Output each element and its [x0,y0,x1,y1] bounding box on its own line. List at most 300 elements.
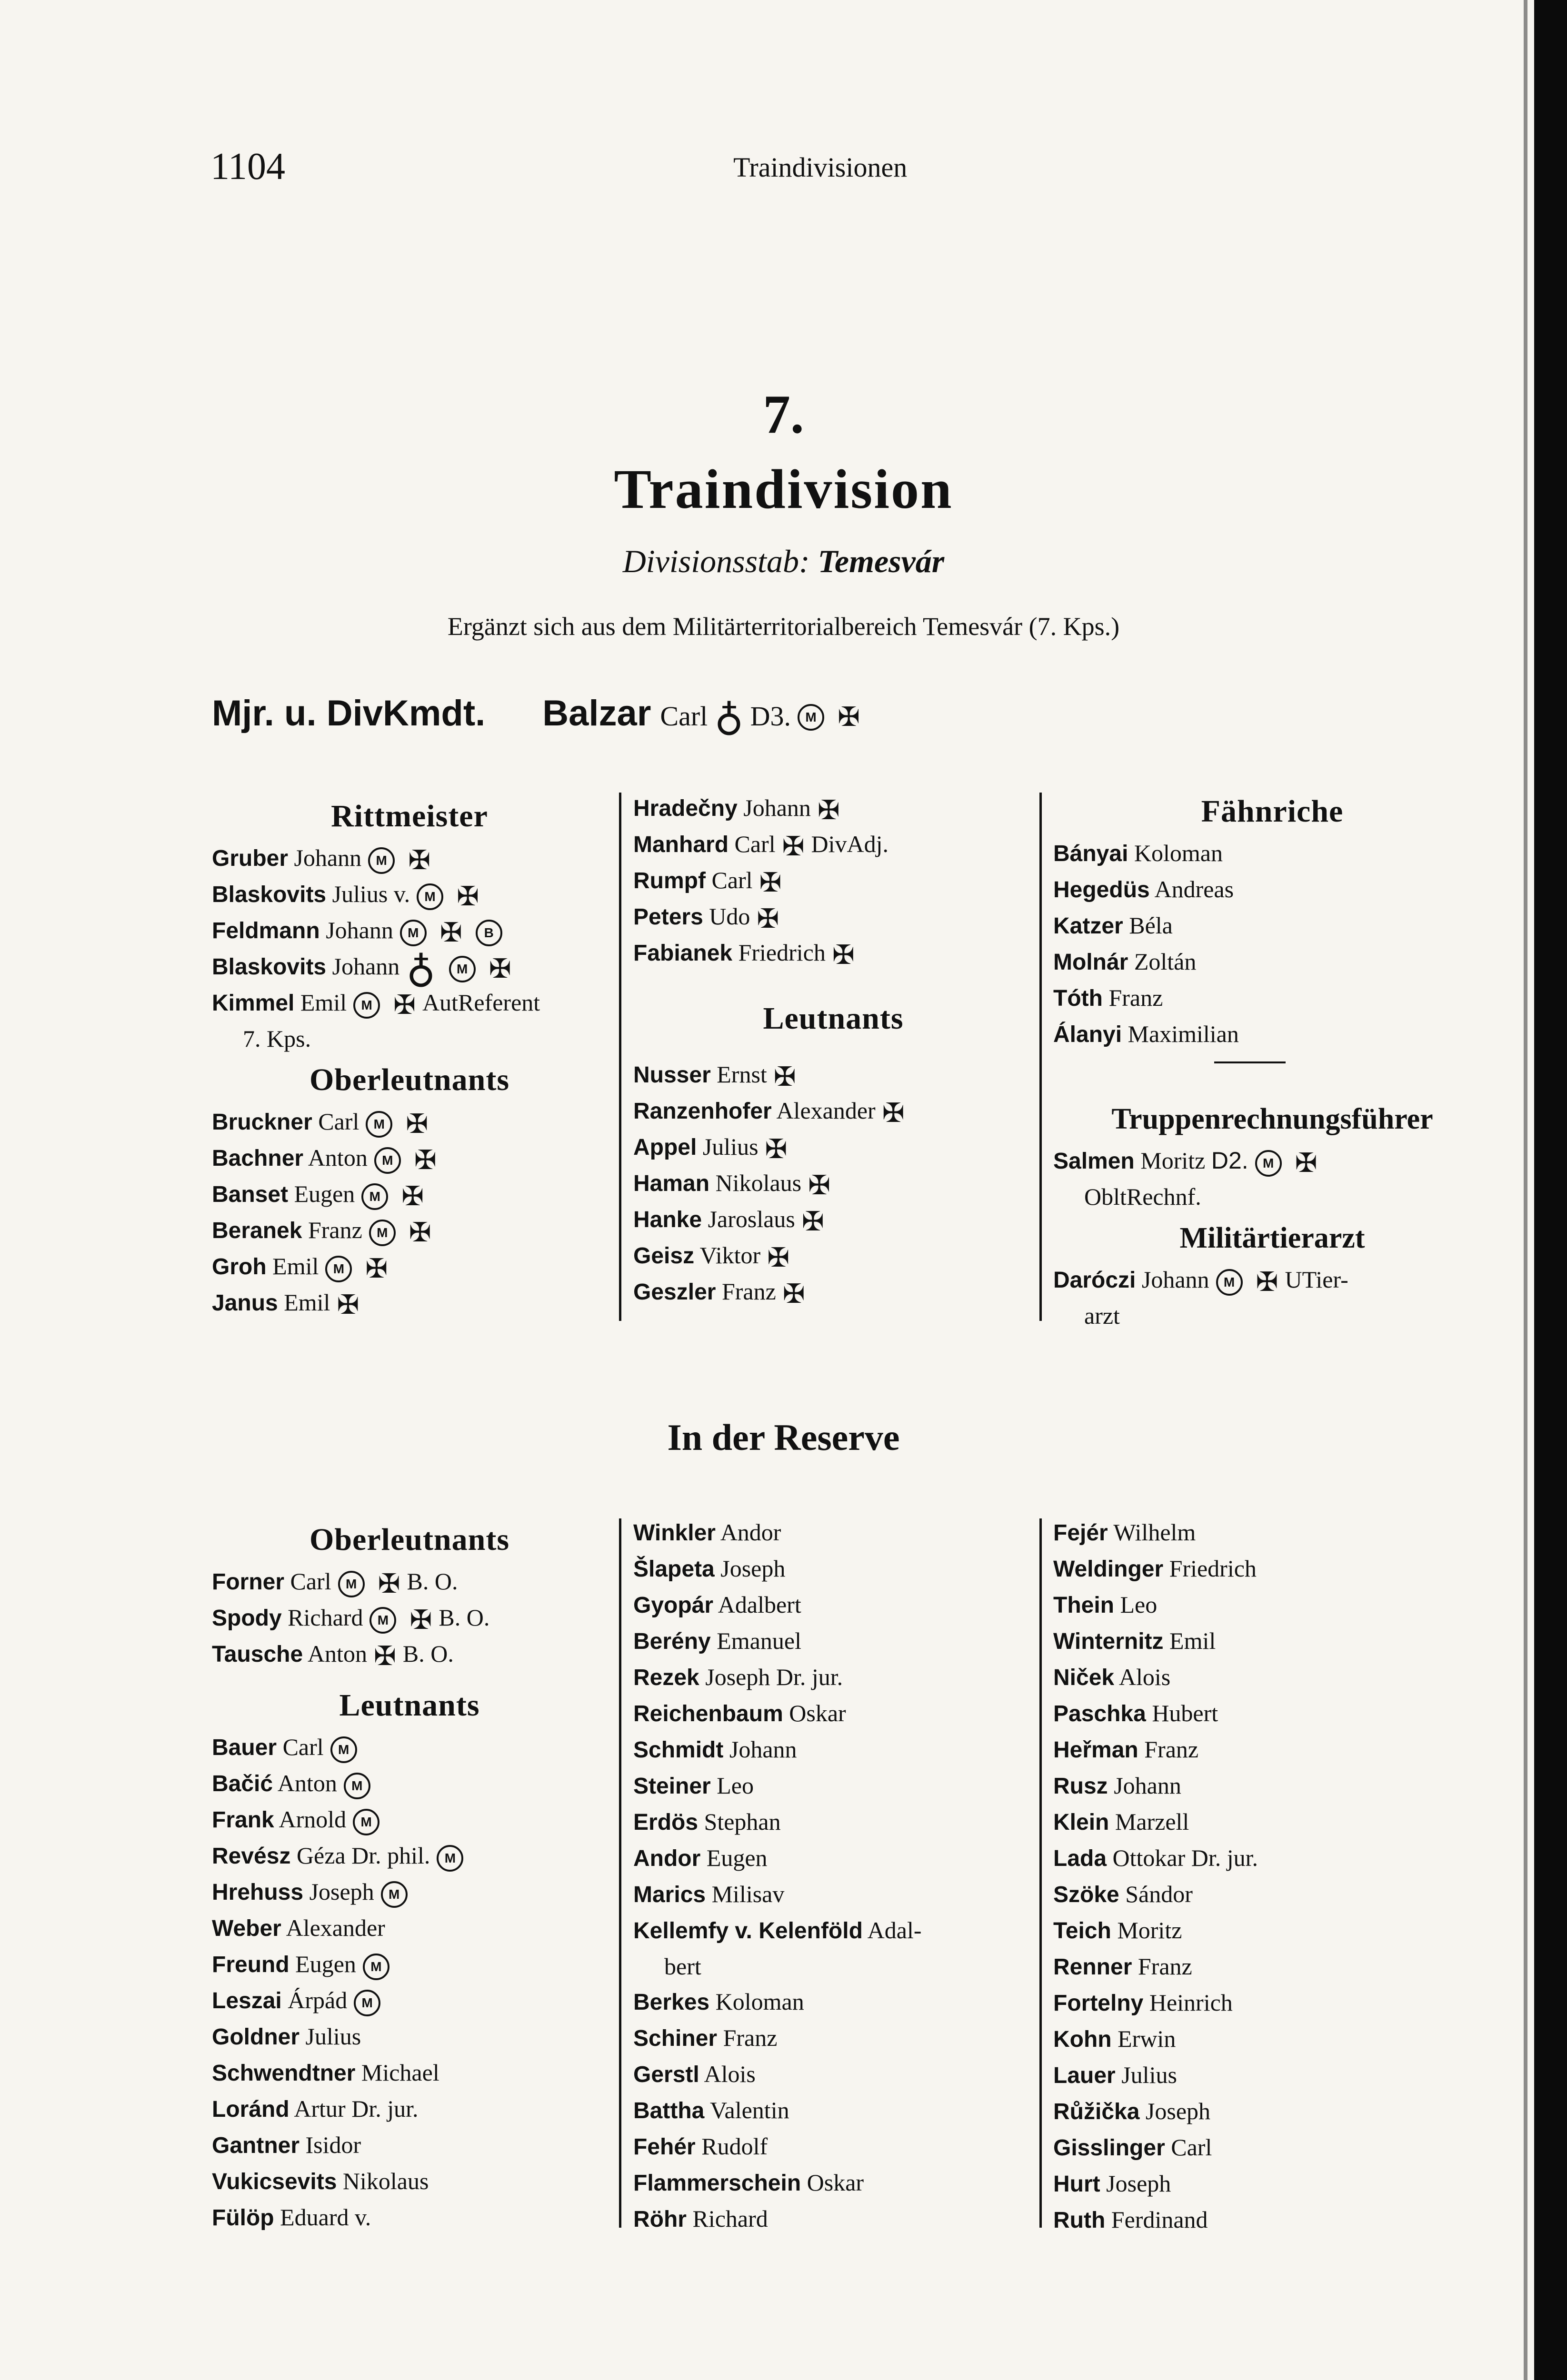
decoration-d: D2. [1211,1147,1248,1174]
m-badge-icon: M [344,1773,370,1799]
surname: Álanyi [1053,1022,1122,1047]
given-name: Hubert [1152,1700,1218,1726]
surname: Loránd [212,2097,289,2122]
cross-icon: ✠ [759,868,782,898]
surname: Šlapeta [633,1557,715,1582]
list-item [633,1949,1038,1984]
list-item [212,1285,607,1321]
given-name: Árpád [288,1987,348,2013]
given-name: Anton [307,1640,367,1667]
list-item [212,1983,607,2019]
list-item [633,1913,1038,1949]
list-item [633,935,1033,971]
list-item [1053,2130,1491,2166]
commander-surname: Balzar [542,693,651,734]
list-item [1053,1551,1491,1587]
page-number: 1104 [210,146,286,188]
list-item [633,1732,1038,1768]
surname: Salmen [1053,1149,1135,1174]
surname: Bruckner [212,1110,312,1135]
given-name: Artur Dr. jur. [294,2095,419,2122]
m-badge-icon: M [330,1736,357,1763]
list-item [633,1238,1033,1274]
list-item [212,985,607,1021]
cross-icon: ✠ [414,1145,437,1175]
cross-icon: ✠ [1295,1148,1317,1178]
given-name: Géza Dr. phil. [296,1842,430,1869]
cross-icon: ✠ [773,1062,796,1092]
stab-place: Temesvár [818,543,945,579]
cross-icon: ✠ [401,1181,424,1211]
list-item [633,2129,1038,2165]
reserve-column-2 [633,1515,1038,2237]
surname: Szöke [1053,1882,1119,1907]
order-icon: ♁ [714,694,744,739]
list-item [633,1623,1038,1659]
given-name: Heinrich [1149,1989,1233,2016]
surname: Rumpf [633,868,706,893]
surname: Geszler [633,1279,716,1305]
list-item [1053,1732,1491,1768]
surname: Daróczi [1053,1268,1136,1293]
reserve-note: B. O. [407,1568,458,1595]
surname: Růžička [1053,2099,1140,2124]
list-item [212,1765,607,1802]
list-item [633,1659,1038,1696]
given-name: Ottokar Dr. jur. [1112,1844,1258,1871]
column-divider [1039,793,1042,1321]
reserve-list-2 [633,1515,1038,2237]
surname: Paschka [1053,1701,1146,1726]
list-item [212,1802,607,1838]
list-item [1053,2093,1491,2130]
cross-icon: ✠ [457,882,479,912]
list-item [212,876,607,912]
list-item [212,2200,607,2236]
surname: Banset [212,1182,289,1207]
m-badge-icon: M [437,1845,463,1872]
list-item [212,1140,607,1176]
surname: Flammerschein [633,2171,801,2196]
list-item [212,912,607,949]
surname: Schiner [633,2026,718,2051]
list-item [212,1104,607,1140]
given-name: Nikolaus [715,1170,802,1196]
cross-icon: ✠ [409,1218,431,1248]
list-item [633,1057,1033,1093]
division-number: 7. [763,384,804,445]
cross-icon: ✠ [337,1290,359,1320]
surname: Winternitz [1053,1629,1164,1654]
given-name: Emil [284,1289,330,1316]
given-name: Emil [1169,1627,1216,1654]
surname: Bauer [212,1735,277,1760]
surname: Niček [1053,1665,1115,1690]
given-name: Oskar [807,2169,864,2196]
heading-res-leutnants: Leutnants [339,1688,480,1723]
list-item [1053,2166,1491,2202]
surname: Beranek [212,1218,302,1243]
order-icon: ♁ [406,946,436,991]
list-item [1053,2202,1491,2238]
given-name: Adal- [867,1917,922,1944]
given-name: Carl [282,1734,324,1760]
given-name: Alois [704,2061,756,2087]
cross-icon: ✠ [439,918,462,948]
given-name: Carl [711,867,753,893]
surname: Hanke [633,1207,702,1232]
given-name: Leo [1120,1591,1158,1618]
appointment-note: AutReferent [422,989,540,1016]
surname: Hurt [1053,2172,1100,2197]
heading-leutnants: Leutnants [763,1001,904,1036]
given-name: Franz [1138,1953,1192,1980]
given-name: Oskar [789,1700,846,1726]
list-item [633,2201,1038,2237]
given-name: Franz [308,1217,362,1243]
m-badge-icon: M [381,1881,408,1908]
surname: Rezek [633,1665,699,1690]
surname: Berkes [633,1990,710,2015]
m-badge-icon: M [325,1256,352,1282]
list-item [633,1093,1033,1129]
given-name: Julius [702,1133,759,1160]
surname: Renner [1053,1954,1132,1980]
list-item [212,2019,607,2055]
surname: Gisslinger [1053,2135,1165,2161]
list-item [212,1212,607,1249]
surname: Schwendtner [212,2061,356,2086]
list-item [1053,2057,1491,2093]
given-name: Anton [277,1770,337,1796]
list-item [633,2020,1038,2056]
surname: Feldmann [212,918,320,943]
given-name: Eduard v. [280,2204,371,2231]
surname: Blaskovits [212,882,327,907]
cross-icon: ✠ [782,832,805,862]
surname: Janus [212,1290,278,1316]
list-item [633,2092,1038,2129]
m-badge-icon: M [338,1571,365,1597]
appointment-note: UTier- [1285,1266,1348,1293]
m-badge-icon: M [354,1990,380,2016]
list-item [1053,1262,1491,1298]
surname: Leszai [212,1988,282,2013]
given-name: Carl [734,831,776,857]
given-name: Milisav [711,1881,785,1907]
given-name: Johann [1114,1772,1181,1799]
given-name: Carl [290,1568,331,1595]
list-item [212,2091,607,2127]
b-badge-icon: B [476,920,502,946]
m-badge-icon: M [374,1147,401,1174]
given-name: Erwin [1118,2025,1176,2052]
given-name: Franz [721,1278,776,1305]
commander-line [212,693,867,739]
list-item [212,946,607,991]
m-badge-icon: M [363,1954,389,1980]
given-name: Joseph [1145,2098,1211,2124]
given-name: Alexander [286,1914,385,1941]
given-name: Ferdinand [1111,2206,1208,2233]
surname: Lada [1053,1846,1107,1871]
given-name: Leo [717,1772,754,1799]
list-item [212,1249,607,1285]
list-item [1053,980,1491,1016]
surname: Geisz [633,1243,695,1269]
given-name: Eugen [294,1180,355,1207]
given-name: Emanuel [717,1627,801,1654]
surname: Reichenbaum [633,1701,783,1726]
given-name: bert [664,1953,701,1980]
list-item [633,1551,1038,1587]
list-item [1053,1515,1491,1551]
m-badge-icon: M [366,1111,392,1138]
cross-icon: ✠ [782,1279,805,1309]
list-item [1053,1143,1491,1179]
given-name: Richard [692,2205,768,2232]
given-name: Richard [288,1604,363,1631]
given-name: Koloman [1134,840,1223,866]
given-name: Nikolaus [342,2168,429,2194]
list-item [633,1768,1038,1804]
cross-icon: ✠ [408,845,431,875]
list-item [633,863,1033,899]
surname: Forner [212,1569,285,1595]
list-item [633,1696,1038,1732]
surname: Revész [212,1844,291,1869]
heading-res-oberleutnants: Oberleutnants [309,1522,510,1557]
surname: Gerstl [633,2062,699,2087]
surname: Bányai [1053,841,1128,866]
column-faehnriche [1053,788,1491,1333]
cross-icon: ✠ [409,1605,432,1635]
column-divider [619,793,621,1321]
m-badge-icon: M [400,920,427,946]
surname: Winkler [633,1520,716,1546]
list-item [633,1876,1038,1913]
given-name: Joseph [1106,2170,1171,2197]
given-name: Alexander [776,1097,876,1124]
surname: Manhard [633,832,729,857]
list-item [633,1840,1038,1876]
surname: Andor [633,1846,701,1871]
m-badge-icon: M [1255,1150,1282,1177]
given-name: Emil [272,1253,319,1279]
list-item [1053,872,1491,908]
given-name: Isidor [305,2132,361,2158]
surname: Kohn [1053,2027,1112,2052]
list-item [1053,835,1491,872]
list-item [212,1564,607,1600]
given-name: Friedrich [1169,1555,1257,1582]
list-item [633,1201,1033,1238]
m-badge-icon: M [1216,1269,1243,1296]
surname: Haman [633,1171,710,1196]
surname: Frank [212,1807,274,1833]
list-item [633,1129,1033,1165]
surname: Blaskovits [212,954,327,980]
reserve-heading: In der Reserve [667,1417,900,1458]
given-name: Johann [1141,1266,1209,1293]
surname: Nusser [633,1062,711,1088]
given-name: Andor [720,1519,781,1546]
surname: Groh [212,1254,267,1279]
given-name: Julius [305,2023,361,2050]
m-badge-icon: M [369,1607,396,1634]
surname: Hradečny [633,796,738,821]
list-item [1053,1623,1491,1659]
surname: Vukicsevits [212,2169,337,2194]
list-item [1053,1985,1491,2021]
list-item-continuation: arzt [1084,1302,1120,1329]
surname: Marics [633,1882,706,1907]
surname: Gantner [212,2133,300,2158]
list-item [633,1274,1033,1310]
cross-icon: ✠ [757,904,779,934]
cross-icon: ✠ [393,990,416,1020]
m-badge-icon: M [449,956,476,982]
list-item [633,1587,1038,1623]
given-name: Adalbert [718,1591,801,1618]
given-name: Viktor [699,1242,761,1269]
surname: Kellemfy v. Kelenföld [633,1918,863,1944]
given-name: Franz [1144,1736,1199,1763]
given-name: Eugen [295,1951,356,1977]
surname: Fehér [633,2134,696,2160]
list-item [633,899,1033,935]
stab-label: Divisionsstab: [622,543,810,579]
cross-icon: ✠ [765,1134,788,1164]
list-item [1053,1696,1491,1732]
surname: Katzer [1053,913,1123,939]
cross-icon: ✠ [1256,1267,1278,1297]
cross-icon: ✠ [801,1207,824,1237]
reserve-leutnants-list [212,1729,607,2236]
list-item-continuation: 7. Kps. [243,1025,311,1052]
list-item [1053,1768,1491,1804]
list-item [1053,908,1491,944]
surname: Molnár [1053,950,1128,975]
surname: Gruber [212,846,289,871]
given-name: Stephan [704,1808,781,1835]
list-item [1053,2021,1491,2057]
given-name: Friedrich [738,939,826,966]
surname: Lauer [1053,2063,1116,2088]
list-item [212,2163,607,2200]
running-head: Traindivisionen [733,152,908,183]
m-badge-icon: M [353,1809,379,1835]
list-item [633,826,1033,863]
surname: Tóth [1053,986,1103,1011]
surname: Freund [212,1952,289,1977]
page-shadow [1524,0,1527,2380]
m-badge-icon: M [417,883,443,910]
m-badge-icon: M [368,847,395,874]
given-name: Arnold [279,1806,347,1833]
cross-icon: ✠ [838,702,860,732]
surname: Berény [633,1629,711,1654]
surname: Battha [633,2098,705,2123]
surname: Spody [212,1606,282,1631]
list-item [633,790,1033,826]
given-name: Ernst [717,1061,767,1088]
given-name: Carl [1171,2134,1212,2161]
m-badge-icon: M [353,992,380,1019]
cross-icon: ✠ [808,1170,831,1200]
cross-icon: ✠ [817,795,840,825]
list-item [212,1176,607,1212]
given-name: Marzell [1115,1808,1189,1835]
given-name: Zoltán [1134,948,1197,975]
list-item [1053,944,1491,980]
surname: Thein [1053,1593,1114,1618]
surname: Ruth [1053,2208,1106,2233]
m-badge-icon: M [369,1220,396,1246]
given-name: Joseph Dr. jur. [705,1664,843,1690]
list-item [633,2056,1038,2092]
cross-icon: ✠ [489,954,511,984]
given-name: Rudolf [701,2133,768,2160]
commander-given: Carl [660,701,708,732]
given-name: Johann [729,1736,797,1763]
list-item [1053,1659,1491,1696]
given-name: Emil [300,989,347,1016]
heading-militaertierarzt: Militärtierarzt [1179,1222,1365,1254]
surname: Fejér [1053,1520,1108,1546]
surname: Peters [633,904,703,930]
heading-faehnriche: Fähnriche [1201,794,1344,829]
heading-oberleutnants: Oberleutnants [309,1062,510,1097]
reserve-note: B. O. [439,1604,490,1631]
given-name: Jaroslaus [708,1206,795,1232]
list-item [633,1165,1033,1201]
list-item [1053,1949,1491,1985]
list-item [212,1946,607,1983]
cross-icon: ✠ [365,1254,388,1284]
given-name: Johann [294,844,362,871]
division-title: Traindivision [614,458,953,520]
surname: Erdös [633,1810,699,1835]
given-name: Alois [1118,1664,1171,1690]
cross-icon: ✠ [406,1109,429,1139]
list-item [1053,1840,1491,1876]
given-name: Moritz [1140,1147,1206,1174]
cross-icon: ✠ [378,1569,400,1599]
reserve-note: B. O. [402,1640,454,1667]
surname: Fabianek [633,941,733,966]
list-item [212,840,607,876]
given-name: Béla [1129,912,1173,939]
given-name: Johann [326,917,393,943]
list-item [1053,1876,1491,1913]
surname: Rusz [1053,1774,1108,1799]
surname: Bačić [212,1771,273,1796]
reserve-list-3 [1053,1515,1491,2238]
given-name: Joseph [720,1555,786,1582]
surname: Ranzenhofer [633,1099,772,1124]
list-item [212,2055,607,2091]
list-item [1053,1804,1491,1840]
list-item [212,1729,607,1765]
cross-icon: ✠ [882,1098,905,1128]
given-name: Koloman [715,1988,804,2015]
commander-d: D3. [750,701,791,732]
surname: Kimmel [212,991,295,1016]
given-name: Julius v. [332,881,410,907]
reserve-column-1 [212,1516,607,2236]
list-item [633,1515,1038,1551]
